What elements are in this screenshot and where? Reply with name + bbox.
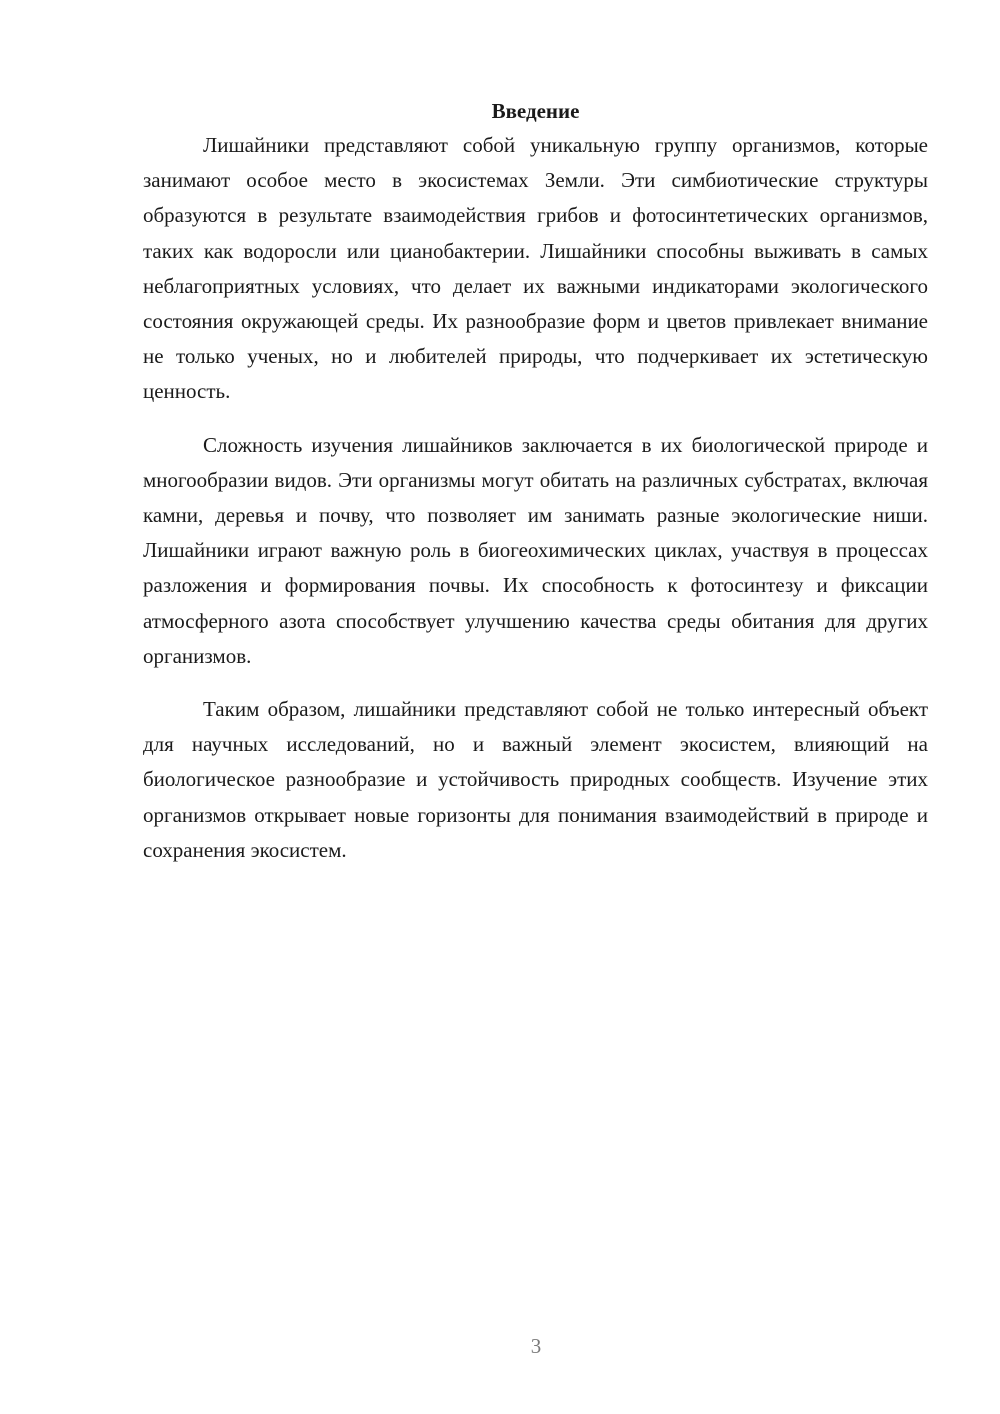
paragraph-3: Таким образом, лишайники представляют собой не только интересный объект для научных исследований, но и важный элемент экосистем, влияющий на биологическое разнообразие и устойчивость природных сообществ. Изучение этих организмов открывает новые горизонты для понимания взаимодействий в природе и сохранения экосистем.: [143, 697, 928, 862]
page-number: 3: [530, 1334, 542, 1358]
paragraph-2: Сложность изучения лишайников заключается в их биологической природе и многообразии видов. Эти организмы могут обитать на различных субстратах, включая камни, деревья и почву, что позволяет им занимать разные экологические ниши. Лишайники играют важную роль в биогеохимических циклах, участвуя в процессах разложения и формирования почвы. Их способность к фотосинтезу и фиксации атмосферного азота способствует улучшению качества среды обитания для других организмов.: [143, 432, 928, 668]
section-title: Введение: [491, 99, 580, 123]
document-page: [143, 96, 928, 868]
paragraph-1: Лишайники представляют собой уникальную группу организмов, которые занимают особое место в экосистемах Земли. Эти симбиотические структуры образуются в результате взаимодействия грибов и фотосинтетических организмов, таких как водоросли или цианобактерии. Лишайники способны выживать в самых неблагоприятных условиях, что делает их важными индикаторами экологического состояния окружающей среды. Их разнообразие форм и цветов привлекает внимание не только ученых, но и любителей природы, что подчеркивает их эстетическую ценность.: [143, 133, 928, 404]
